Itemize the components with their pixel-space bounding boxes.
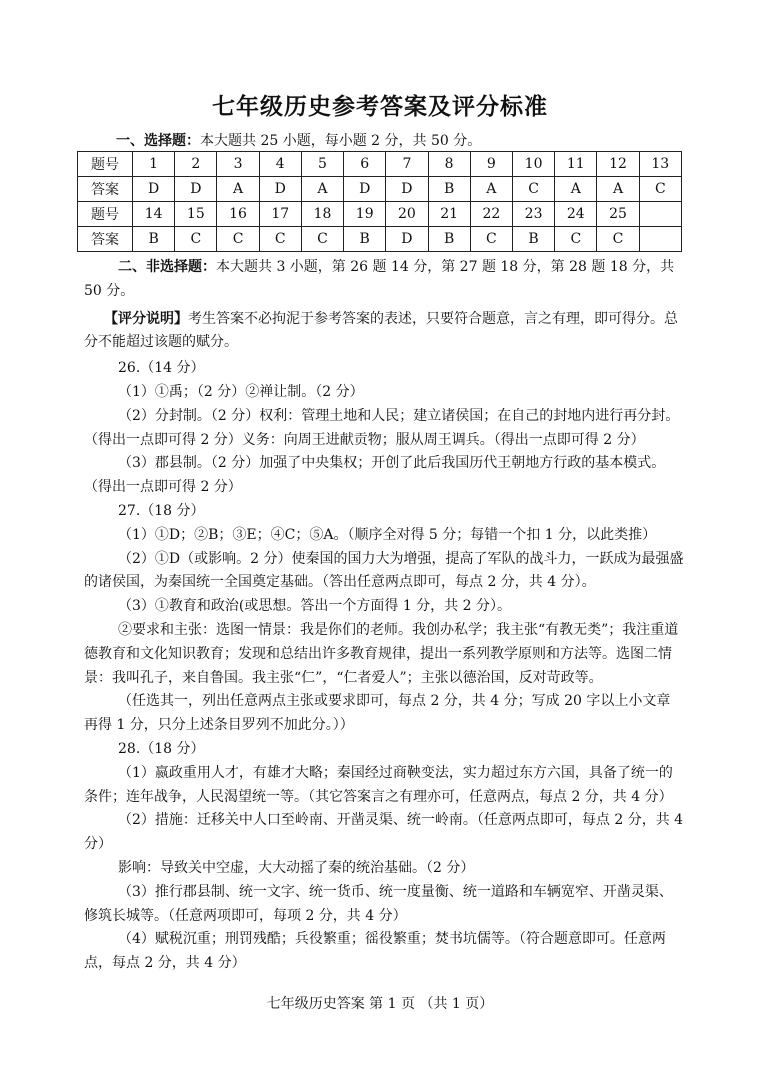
table-cell: A (217, 177, 259, 202)
section1-label: 一、选择题： (116, 133, 200, 149)
q27-answer-2: （2）①D（或影响。2 分）使秦国的国力大为增强，提高了军队的战斗力，一跃成为最强盛的诸侯国，为秦国统一全国奠定基础。（答出任意两点即可，每点 2 分，共 4 分）。 (84, 550, 684, 591)
table-cell: B (428, 227, 470, 252)
section1-desc: 本大题共 25 小题，每小题 2 分，共 50 分。 (200, 133, 482, 149)
q28-answer-4: （3）推行郡县制、统一文字、统一货币、统一度量衡、统一道路和车辆宽窄、开凿灵渠、修筑长城等。（任意两项即可，每项 2 分，共 4 分） (84, 883, 673, 924)
table-row-ans-2 (78, 227, 682, 252)
table-cell (639, 227, 681, 252)
q27-answer-4: ②要求和主张：选图一情景：我是你们的老师。我创办私学；我主张“有教无类”；我注重道德教育和文化知识教育；发现和总结出许多教育规律，提出一系列教学原则和方法等。选图二情景：我叫孔子，来自鲁国。我主张“仁”，“仁者爱人”；主张以德治国，反对苛政等。 (84, 621, 679, 686)
answer-body (84, 256, 684, 976)
row-header: 题号 (78, 202, 133, 227)
section2-desc: 本大题共 3 小题，第 26 题 14 分，第 27 题 18 分，第 28 题 18 分，共 50 分。 (84, 259, 675, 299)
table-cell: C (639, 177, 681, 202)
table-cell: D (259, 177, 301, 202)
row-header: 答案 (78, 177, 133, 202)
table-row-nums-2 (78, 202, 682, 227)
section2-heading (84, 256, 684, 304)
table-cell: C (512, 177, 554, 202)
section2-label: 二、非选择题： (118, 259, 216, 275)
q26-answer-2: （2）分封制。（2 分）权利：管理土地和人民；建立诸侯国；在自己的封地内进行再分封。（得出一点即可得 2 分）义务：向周王进献贡物；服从周王调兵。（得出一点即可得 2 分） (84, 407, 680, 448)
table-cell: D (386, 227, 428, 252)
q28-answer-2: （2）措施：迁移关中人口至岭南、开凿灵渠、统一岭南。（任意两点即可，每点 2 分，共 4 分） (84, 812, 684, 853)
table-cell: 3 (217, 152, 259, 177)
q28-title: 28.（18 分） (118, 740, 205, 757)
table-cell: 14 (133, 202, 175, 227)
table-cell: 16 (217, 202, 259, 227)
table-cell: A (597, 177, 639, 202)
table-cell: C (597, 227, 639, 252)
table-cell: B (512, 227, 554, 252)
table-cell: 1 (133, 152, 175, 177)
table-cell: B (428, 177, 470, 202)
table-cell: 11 (555, 152, 597, 177)
table-cell: 18 (301, 202, 343, 227)
q26-title: 26.（14 分） (118, 360, 205, 377)
table-cell: C (217, 227, 259, 252)
table-cell: C (555, 227, 597, 252)
eval-label: 【评分说明】 (104, 310, 188, 327)
table-cell: 22 (470, 202, 512, 227)
q27-title: 27.（18 分） (118, 502, 205, 519)
table-cell: D (133, 177, 175, 202)
q26-answer-3: （3）郡县制。（2 分）加强了中央集权；开创了此后我国历代王朝地方行政的基本模式。（得出一点即可得 2 分） (84, 455, 666, 496)
table-cell: D (175, 177, 217, 202)
table-cell: 13 (639, 152, 681, 177)
table-cell: A (301, 177, 343, 202)
q27-answer-1: （1）①D；②B；③E；④C；⑤A。（顺序全对得 5 分；每错一个扣 1 分，以此类推） (118, 526, 657, 543)
table-cell: D (344, 177, 386, 202)
table-cell (639, 202, 681, 227)
table-cell: 24 (555, 202, 597, 227)
table-cell: 20 (386, 202, 428, 227)
table-cell: 23 (512, 202, 554, 227)
table-cell: 9 (470, 152, 512, 177)
table-cell: 12 (597, 152, 639, 177)
table-cell: 17 (259, 202, 301, 227)
eval-text: 考生答案不必拘泥于参考答案的表述，只要符合题意，言之有理，即可得分。总分不能超过该题的赋分。 (84, 310, 678, 351)
row-header: 题号 (78, 152, 133, 177)
page-title: 七年级历史参考答案及评分标准 (212, 94, 548, 120)
table-cell: 19 (344, 202, 386, 227)
table-cell: 7 (386, 152, 428, 177)
table-cell: 10 (512, 152, 554, 177)
table-cell: C (175, 227, 217, 252)
section1-heading (116, 130, 481, 150)
table-cell: 6 (344, 152, 386, 177)
table-cell: 4 (259, 152, 301, 177)
q27-answer-5: （任选其一，列出任意两点主张或要求即可，每点 2 分，共 4 分；写成 20 字以上小文章再得 1 分，只分上述条目罗列不加此分。）） (84, 693, 671, 734)
row-header: 答案 (78, 227, 133, 252)
table-cell: 21 (428, 202, 470, 227)
table-row-nums-1 (78, 152, 682, 177)
table-cell: 15 (175, 202, 217, 227)
eval-note (84, 308, 684, 356)
table-cell: C (259, 227, 301, 252)
choice-answer-table (77, 151, 682, 252)
table-cell: A (555, 177, 597, 202)
table-cell: D (386, 177, 428, 202)
q28-answer-1: （1）嬴政重用人才，有雄才大略；秦国经过商鞅变法，实力超过东方六国，具备了统一的条件；连年战争，人民渴望统一等。（其它答案言之有理亦可，任意两点，每点 2 分，共 4 分） (84, 764, 673, 805)
table-cell: B (133, 227, 175, 252)
page-footer: 七年级历史答案 第 1 页 （共 1 页） (266, 996, 494, 1012)
q28-answer-3: 影响：导致关中空虚，大大动摇了秦的统治基础。（2 分） (118, 859, 475, 876)
table-row-ans-1 (78, 177, 682, 202)
table-cell: 8 (428, 152, 470, 177)
table-cell: 5 (301, 152, 343, 177)
table-cell: 2 (175, 152, 217, 177)
table-cell: C (301, 227, 343, 252)
table-cell: B (344, 227, 386, 252)
table-cell: C (470, 227, 512, 252)
q26-answer-1: （1）①禹；（2 分）②禅让制。（2 分） (118, 383, 364, 400)
table-cell: 25 (597, 202, 639, 227)
q27-answer-3: （3）①教育和政治(或思想。答出一个方面得 1 分，共 2 分）。 (118, 598, 511, 615)
table-cell: A (470, 177, 512, 202)
q28-answer-5: （4）赋税沉重；刑罚残酷；兵役繁重；徭役繁重；焚书坑儒等。（符合题意即可。任意两点，每点 2 分，共 4 分） (84, 931, 666, 972)
